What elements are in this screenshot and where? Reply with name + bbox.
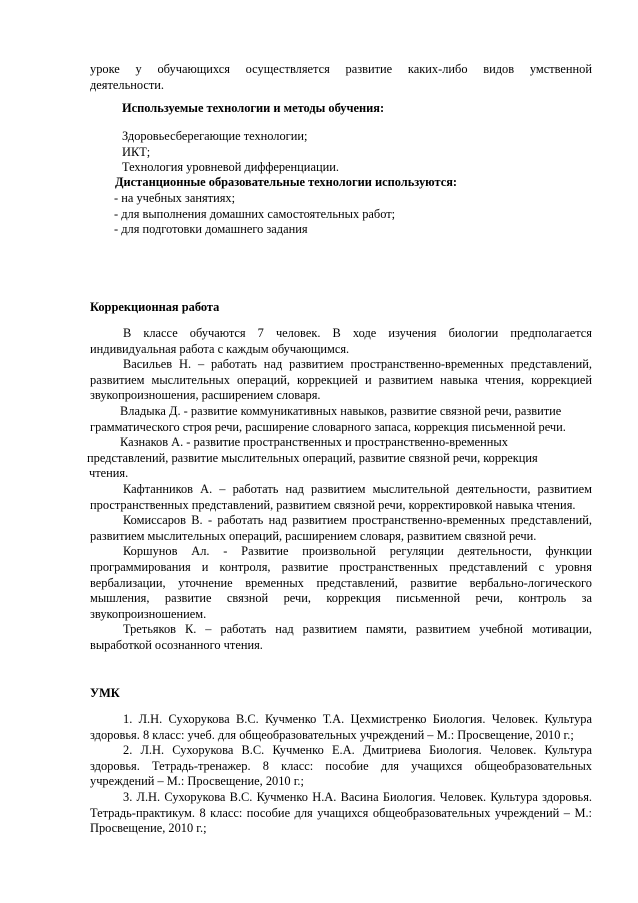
correction-intro: В классе обучаются 7 человек. В ходе изучения биологии предполагается индивидуальная работа с каждым обучающимся. xyxy=(90,326,592,356)
umk-item: 2. Л.Н. Сухорукова В.С. Кучменко Е.А. Дмитриева Биология. Человек. Культура здоровья. Тетрадь-тренажер. 8 класс: пособие для учащихся общеобразовательных учреждений – М.: Просвещение, 2010 г.; xyxy=(90,743,592,789)
distance-item: - для подготовки домашнего задания xyxy=(114,222,308,237)
student-kaznakov-line-3: чтения. xyxy=(89,466,129,481)
student-vladyka-line-1: Владыка Д. - развитие коммуникативных навыков, развитие связной речи, развитие xyxy=(120,403,562,418)
intro-line-2: деятельности. xyxy=(90,77,165,92)
distance-heading: Дистанционные образовательные технологии используются: xyxy=(115,175,458,189)
student-korshunov: Коршунов Ал. - Развитие произвольной регуляции деятельности, функции программирования и контроля, развитие пространственных представлений с уровня вербализации, уточнение временных представлений, развитие вербально-логического мышления, развитие связной речи, коррекция письменной речи, контроль за звукопроизношением. xyxy=(90,544,592,621)
distance-item: - для выполнения домашних самостоятельных работ; xyxy=(114,206,396,221)
umk-item: 1. Л.Н. Сухорукова В.С. Кучменко Т.А. Цехмистренко Биология. Человек. Культура здоровья. 8 класс: учеб. для общеобразовательных учреждений – М.: Просвещение, 2010 г.; xyxy=(90,712,592,742)
distance-list xyxy=(114,191,592,238)
student-tretyakov: Третьяков К. – работать над развитием памяти, развитием учебной мотивации, выработкой осознанного чтения. xyxy=(90,622,592,652)
intro-paragraph xyxy=(90,62,592,93)
umk-list xyxy=(90,712,592,837)
correction-heading: Коррекционная работа xyxy=(90,300,220,314)
student-komissarov: Комиссаров В. - работать над развитием пространственно-временных представлений, развитием мыслительных операций, расширением словаря, развитием связной речи. xyxy=(90,513,592,543)
intro-line-1: уроке у обучающихся осуществляется развитие каких-либо видов умственной xyxy=(90,62,592,76)
distance-item: - на учебных занятиях; xyxy=(114,191,236,205)
umk-heading: УМК xyxy=(90,686,120,700)
tech-item: Здоровьесберегающие технологии; xyxy=(122,129,308,143)
correction-body xyxy=(87,326,592,653)
student-vladyka-line-2: грамматического строя речи, расширение словарного запаса, коррекция письменной речи. xyxy=(90,419,566,434)
tech-heading: Используемые технологии и методы обучения: xyxy=(122,101,385,115)
student-kaznakov-line-2: представлений, развитие мыслительных операций, развитие связной речи, коррекция xyxy=(87,450,538,465)
umk-item: 3. Л.Н. Сухорукова В.С. Кучменко Н.А. Васина Биология. Человек. Культура здоровья. Тетрадь-практикум. 8 класс: пособие для учащихся общеобразовательных учреждений – М.: Просвещение, 2010 г.; xyxy=(90,789,592,836)
student-kaznakov-line-1: Казнаков А. - развитие пространственных и пространственно-временных xyxy=(120,435,508,450)
tech-item: ИКТ; xyxy=(122,144,151,159)
tech-list xyxy=(122,129,592,176)
student-vasiliev: Васильев Н. – работать над развитием пространственно-временных представлений, развитием мыслительных операций, коррекцией и развитием навыка чтения, коррекцией звукопроизношения, расширением словаря. xyxy=(90,357,592,403)
student-kaftannikov: Кафтанников А. – работать над развитием мыслительной деятельности, развитием пространственных представлений, развитием связной речи, корректировкой навыка чтения. xyxy=(90,481,592,512)
tech-item: Технология уровневой дифференциации. xyxy=(122,160,339,175)
